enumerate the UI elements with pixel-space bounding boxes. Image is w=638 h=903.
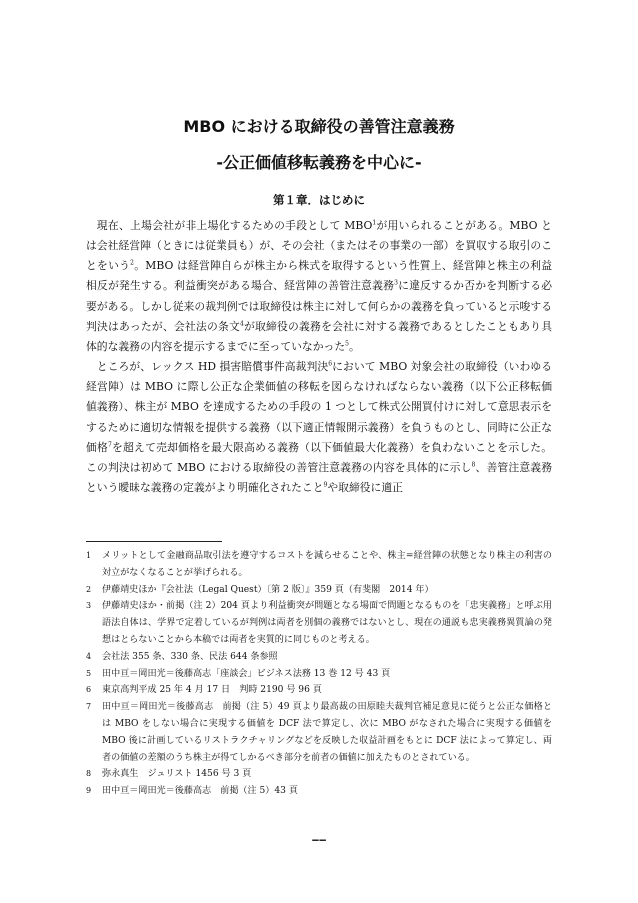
footnote-text: 田中亘＝岡田光＝後藤高志 前掲（注 5）43 頁: [102, 786, 298, 797]
footnote-marker[interactable]: 8: [471, 461, 476, 469]
text-run: 、善管注意義務という曖昧な義務の定義がより明確化されたこと: [86, 460, 553, 495]
footnote-number: 7: [86, 702, 92, 712]
footnote-text: 田中亘＝岡田光＝後藤高志 前掲（注 5）49 頁より最高裁の田原睦夫裁判官補足意見に従うと公正な価格とは MBO をしない場合に実現する価値を DCF 法で算定し、次に MBO がなされた場合に実現する価値を MBO 後に計画しているリストラクチャリングなどを反映した収益計画をもとに DCF 法によって算定し、両者の価値の差額のうち株主が得てしかるべき部分を前者の価値に加えたものとされている。: [102, 702, 552, 763]
footnote-marker[interactable]: 2: [130, 259, 134, 267]
paragraph-2: [86, 357, 552, 498]
footnote: [86, 682, 552, 699]
footnote: [86, 548, 552, 582]
text-run: や取締役に適正: [327, 481, 403, 495]
footnote-marker[interactable]: 5: [345, 340, 349, 348]
footnote-marker[interactable]: 9: [323, 481, 328, 489]
footnote-marker[interactable]: 1: [372, 219, 377, 227]
footnote: [86, 649, 552, 666]
footnote-number: 5: [86, 668, 92, 678]
text-run: に違反するか否かを判断する必要がある。しかし従来の裁判例では取締役は株主に対して何らかの義務を負っていると示唆する判決はあったが、会社法の条文: [86, 279, 553, 333]
footnote-marker[interactable]: 3: [394, 279, 398, 287]
footnote-marker[interactable]: 7: [108, 441, 112, 449]
footnote-number: 1: [86, 551, 92, 560]
paragraph-1: [86, 216, 552, 357]
footnote-number: 3: [86, 601, 92, 611]
text-run: が用いられることがある。MBO とは会社経営陣（ときには従業員も）が、その会社（またはその事業の一部）を買収する取引のことをいう: [86, 219, 552, 273]
footnote-separator: [86, 541, 222, 542]
footnote-text: 会社法 355 条、330 条、民法 644 条参照: [102, 651, 278, 662]
text-run: ところが、レックス HD 損害賠償事件高裁判決: [96, 360, 329, 374]
footnote: [86, 783, 552, 800]
footnote: [86, 699, 552, 766]
footnote: [86, 598, 552, 648]
footnote-text: 伊藤靖史ほか・前掲（注 2）204 頁より利益衝突が問題となる場面で問題となるものを「忠実義務」と呼ぶ用語法自体は、学界で定着しているが判例は両者を別個の義務ではないとし、現在の通説も忠実義務異質論の発想はとらないことから本稿では両者を実質的に同じものと考える。: [102, 601, 552, 645]
footnote-text: 伊藤靖史ほか『会社法（Legal Quest）〔第 2 版〕』359 頁（有斐閣 2014 年）: [102, 584, 434, 595]
footnote-text: 田中亘＝岡田光＝後藤高志「座談会」ビジネス法務 13 巻 12 号 43 頁: [102, 668, 391, 679]
footnote-marker[interactable]: 6: [328, 360, 333, 368]
footnote-number: 6: [86, 685, 92, 695]
footnote-number: 2: [86, 584, 92, 594]
footnote-marker[interactable]: 4: [239, 320, 244, 328]
text-run: 。MBO は経営陣自らが株主から株式を取得するという性質上、経営陣と株主の利益相反が発生する。利益衝突がある場合、経営陣の善管注意義務: [86, 259, 552, 293]
footnote-text: メリットとして金融商品取引法を遵守するコストを減らせることや、株主=経営陣の状態となり株主の利害の対立がなくなることが挙げられる。: [102, 551, 552, 578]
footnote-number: 4: [86, 651, 92, 661]
footnote-number: 8: [86, 769, 92, 779]
text-run: 。: [348, 339, 360, 353]
text-run: が取締役の義務を会社に対する義務であるとしたこともあり具体的な義務の内容を提示するまでに至っていなかった: [86, 319, 552, 353]
text-run: を超えて売却価格を最大限高める義務（以下価値最大化義務）を負わないことを示した。この判決は初めて MBO における取締役の善管注意義務の内容を具体的に示し: [86, 440, 553, 474]
footnote: [86, 666, 552, 683]
footnote-number: 9: [86, 786, 92, 796]
page-number: −−: [311, 833, 327, 847]
text-run: において MBO 対象会社の取締役（いわゆる経営陣）は MBO に際し公正な企業価値の移転を図らなければならない義務（以下公正移転価値義務）、株主が MBO を達成するための手段の 1 つとして株式公開買付けに対して意思表示をするために適切な情報を提供する義務（以下適正情報開示義務）を負うものとし、同時に公正な価格: [86, 360, 552, 454]
footnote: [86, 766, 552, 783]
body-text: [86, 216, 552, 498]
footnote: [86, 582, 552, 599]
paper-title: MBO における取締役の善管注意義務: [183, 117, 455, 136]
footnotes: [86, 548, 552, 800]
footnote-text: 弥永真生 ジュリスト 1456 号 3 頁: [102, 769, 252, 780]
footnote-text: 東京高判平成 25 年 4 月 17 日 判時 2190 号 96 頁: [102, 685, 322, 696]
paper-subtitle: -公正価値移転義務を中心に-: [216, 153, 422, 172]
chapter-heading: 第１章．はじめに: [273, 193, 365, 207]
text-run: 現在、上場会社が非上場化するための手段として MBO: [96, 219, 373, 232]
